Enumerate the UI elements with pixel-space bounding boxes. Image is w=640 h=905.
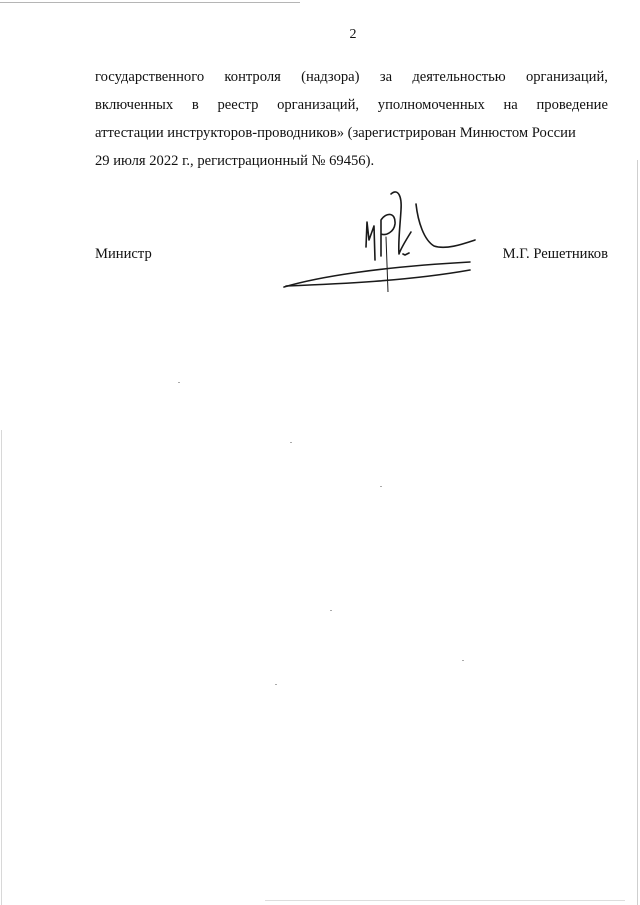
scan-edge-top — [0, 2, 300, 3]
word: включенных — [95, 97, 174, 113]
word: за — [379, 69, 393, 85]
scan-speck — [290, 442, 292, 443]
word: контроля — [224, 69, 281, 85]
text-line-1 — [95, 63, 608, 91]
signer-position: Министр — [95, 246, 152, 262]
word: в — [191, 97, 199, 113]
text-line-2 — [95, 91, 608, 119]
text-line-4: 29 июля 2022 г., регистрационный № 69456). — [95, 153, 375, 169]
scan-edge-left — [1, 430, 2, 905]
signer-name: М.Г. Решетников — [502, 246, 608, 262]
scan-speck — [380, 486, 382, 487]
scan-speck — [178, 382, 180, 383]
scan-speck — [462, 660, 464, 661]
text-line-3: аттестации инструкторов-проводников» (зарегистрирован Минюстом России — [95, 125, 576, 141]
handwritten-signature — [278, 182, 478, 292]
scan-speck — [275, 684, 277, 685]
word: организаций, — [525, 69, 608, 85]
word: организаций, — [277, 97, 360, 113]
body-paragraph — [95, 63, 608, 175]
scan-edge-bottom — [265, 900, 625, 901]
page-number: 2 — [349, 27, 357, 42]
word: на — [503, 97, 518, 113]
word: (надзора) — [301, 69, 360, 85]
word: реестр — [217, 97, 259, 113]
scan-speck — [330, 610, 332, 611]
word: проведение — [536, 97, 608, 113]
word: деятельностью — [412, 69, 506, 85]
scan-edge-right — [637, 160, 638, 905]
word: государственного — [95, 69, 205, 85]
word: уполномоченных — [377, 97, 485, 113]
